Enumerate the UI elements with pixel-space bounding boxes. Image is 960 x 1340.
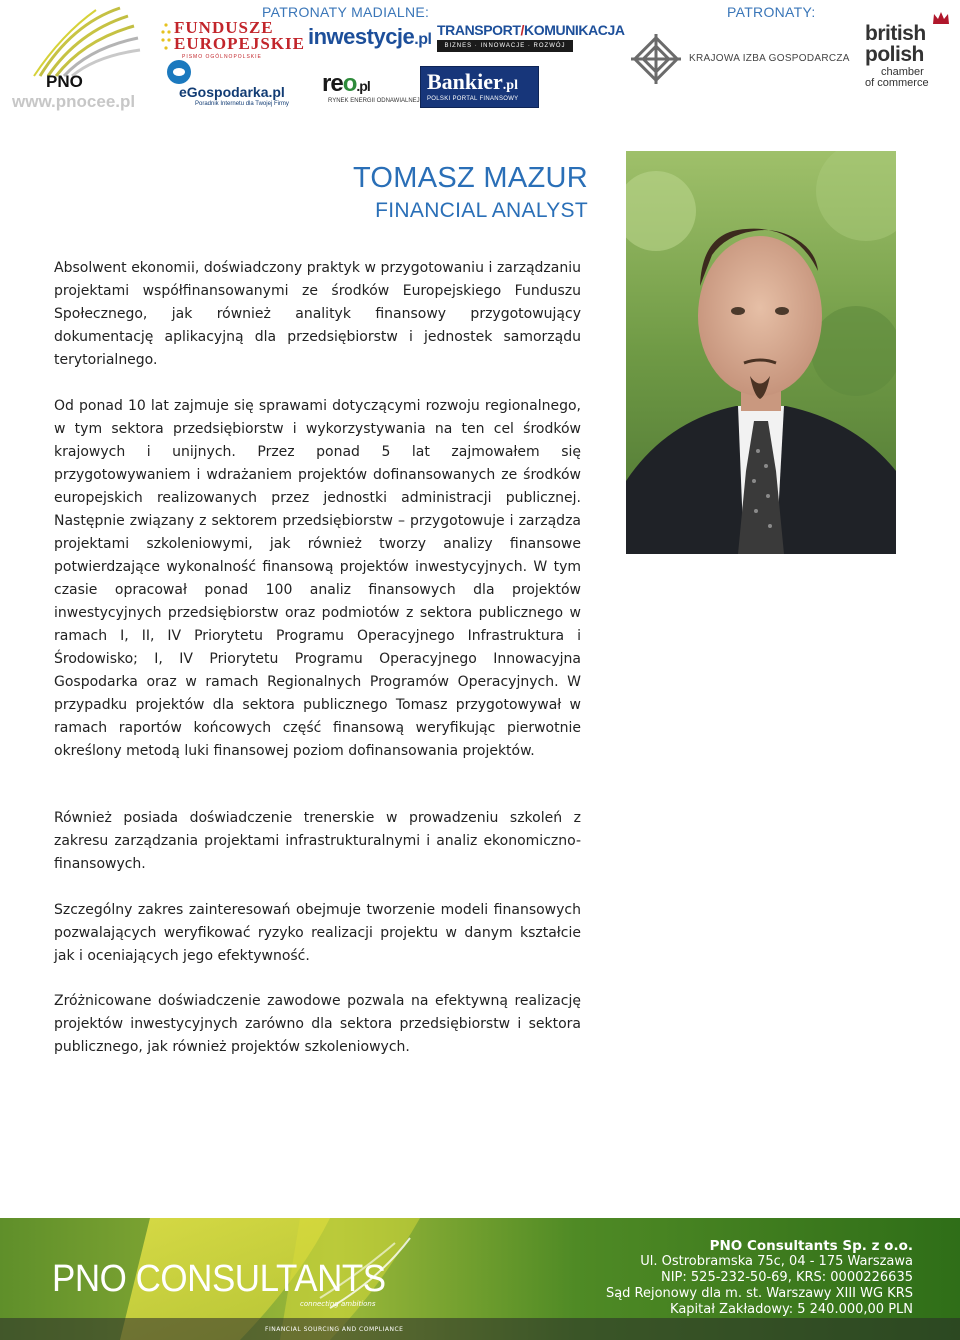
- transport-name-a: TRANSPORT: [437, 22, 521, 38]
- pno-logo: [10, 4, 150, 112]
- bpcc-line2: polish: [865, 43, 924, 66]
- patronage-label: PATRONATY:: [727, 4, 816, 20]
- bpcc-line3: chamber: [881, 66, 924, 78]
- fundusze-sub: PISMO OGÓLNOPOLSKIE: [182, 54, 262, 60]
- egospodarka-logo: [165, 60, 300, 110]
- bio-paragraph-2: Od ponad 10 lat zajmuje się sprawami dotyczącymi rozwoju regionalnego, w tym sektora przedsiębiorstw i wykorzystywania na ten cel środków krajowych i unijnych. Przez ponad 5 lat zajmowałem się przygotowywaniem i wdrażaniem projektów dofinansowanych ze środków europejskich realizowanych przez jednostki administracji publicznej. Następnie związany z sektorem przedsiębiorstw – przygotowuje i zarządza projektami szkoleniowymi, jak również tworzy analizy finansowe potwierdzające wykonalność finansową projektów inwestycyjnych. W tym czasie opracował ponad 100 analiz finansowych dla projektów inwestycyjnych przedsiębiorstw oraz podmiotów z sektora publicznego w ramach I, II, IV Priorytetu Programu Operacyjnego Infrastruktura i Środowisko; I, IV Priorytetu Programu Operacyjnego Innowacyjna Gospodarka oraz w ramach Regionalnych Programów Operacyjnych. W przypadku projektów dla sektora publicznego Tomasz przygotowywał w ramach raportów końcowych część finansową weryfikując pierwotnie określony metodą luki finansowej poziom dofinansowania projektów.: [54, 398, 581, 759]
- portrait-photo: [626, 151, 896, 554]
- footer-brand-tag: FINANCIAL SOURCING AND COMPLIANCE: [265, 1326, 404, 1333]
- kig-name: KRAJOWA IZBA GOSPODARCZA: [689, 53, 850, 64]
- egospodarka-globe-icon: [167, 60, 191, 84]
- bpcc-logo: [865, 10, 957, 89]
- bankier-logo: [420, 66, 539, 108]
- pno-wheat-logo-icon: [32, 4, 142, 78]
- footer-banner: [0, 1218, 960, 1340]
- footer-contact: [606, 1238, 913, 1318]
- reo-sub: RYNEK ENERGII ODNAWIALNEJ: [328, 98, 420, 104]
- transport-komunikacja-logo: [437, 22, 625, 54]
- media-patronage-label: PATRONATY MADIALNE:: [262, 4, 430, 20]
- footer-court: Sąd Rejonowy dla m. st. Warszawy XIII WG KRS: [605, 1286, 913, 1301]
- reo-suffix: .pl: [356, 78, 370, 94]
- bankier-suffix: .pl: [502, 78, 518, 93]
- person-role: FINANCIAL ANALYST: [375, 199, 588, 222]
- bpcc-line4: of commerce: [865, 77, 929, 89]
- eu-stars-icon: [160, 22, 172, 52]
- bio-paragraph-5: Zróżnicowane doświadczenie zawodowe pozwala na efektywną realizację projektów inwestycyjnych zarówno dla sektora przedsiębiorstw i sektora publicznego, jak również projektów szkoleniowych.: [54, 993, 581, 1055]
- bio-paragraph-3: Również posiada doświadczenie trenerskie w prowadzeniu szkoleń z zakresu zarządzania projektami infrastrukturalnymi i analiz ekonomiczno-finansowych.: [54, 810, 581, 872]
- transport-name-b: KOMUNIKACJA: [524, 22, 625, 38]
- transport-slash: /: [520, 22, 525, 38]
- footer-company: PNO Consultants Sp. z o.o.: [709, 1238, 913, 1254]
- inwestycje-logo: [308, 24, 431, 50]
- pno-logo-text: PNO: [46, 72, 83, 91]
- person-name: TOMASZ MAZUR: [352, 162, 588, 194]
- reo-logo: [322, 70, 420, 110]
- footer-brand: PNO CONSULTANTS: [52, 1258, 386, 1300]
- bio-paragraph-4: Szczególny zakres zainteresowań obejmuje tworzenie modeli finansowych pozwalających weryfikować ryzyko realizacji projektu w danym kształcie jak i oceniających jego efektywność.: [54, 902, 581, 964]
- inwestycje-suffix: .pl: [414, 31, 432, 48]
- pno-website-link[interactable]: www.pnocee.pl: [12, 92, 136, 111]
- bio-paragraph-1: Absolwent ekonomii, doświadczony praktyk w przygotowaniu i zarządzaniu projektami współfinansowanymi ze środków Europejskiego Funduszu Społecznego, jak również analityk finansowy przygotowujący dokumentację aplikacyjną dla przedsiębiorstw i jednostek samorządu terytorialnego.: [54, 260, 581, 368]
- footer-ids: NIP: 525-232-50-69, KRS: 0000226635: [661, 1270, 913, 1285]
- reo-o: o: [342, 70, 357, 97]
- portrait-illustration-icon: [626, 151, 896, 554]
- crown-icon: [932, 10, 950, 26]
- transport-tagline: BIZNES · INNOWACJE · ROZWÓJ: [437, 40, 573, 52]
- footer-brand-sub: connecting ambitions: [300, 1300, 376, 1308]
- reo-r: r: [322, 70, 331, 97]
- fundusze-line1: FUNDUSZE: [174, 18, 274, 37]
- bankier-name: Bankier: [427, 69, 503, 94]
- kig-logo: [627, 30, 857, 90]
- egospodarka-name: eGospodarka.pl: [179, 84, 285, 100]
- bpcc-line1: british: [865, 22, 926, 45]
- kig-emblem-icon: [627, 30, 685, 88]
- fundusze-line2: EUROPEJSKIE: [174, 34, 305, 53]
- reo-e: e: [330, 70, 343, 97]
- egospodarka-sub: Poradnik Internetu dla Twojej Firmy: [195, 101, 289, 107]
- bankier-sub: POLSKI PORTAL FINANSOWY: [427, 96, 519, 102]
- inwestycje-name: inwestycje: [308, 24, 415, 49]
- fundusze-europejskie-logo: [160, 18, 305, 60]
- footer-address: Ul. Ostrobramska 75c, 04 - 175 Warszawa: [640, 1254, 913, 1269]
- footer-capital: Kapitał Zakładowy: 5 240.000,00 PLN: [670, 1302, 913, 1317]
